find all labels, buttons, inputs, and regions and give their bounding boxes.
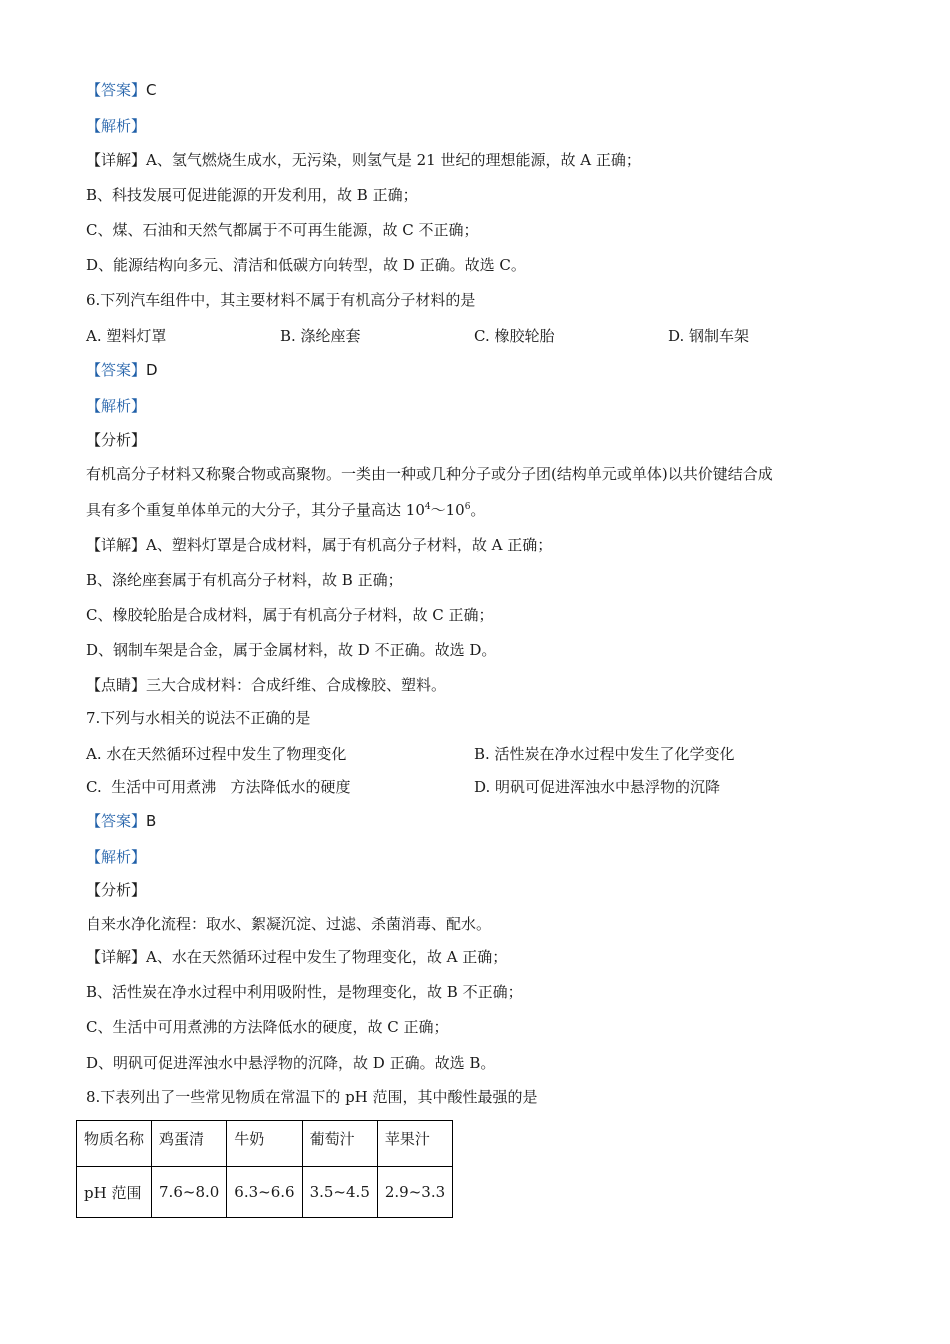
table-header-cell: 葡萄汁 <box>302 1121 377 1167</box>
answer-tag: 【答案】 <box>86 81 147 99</box>
q7-detail-d: D、明矾可促进浑浊水中悬浮物的沉降，故 D 正确。故选 B。 <box>86 1054 496 1072</box>
q6-option-a: A. 塑料灯罩 <box>86 327 167 345</box>
detail-tag: 【详解】 <box>86 536 147 554</box>
dianjing-tag: 【点睛】 <box>86 676 147 694</box>
table-header-cell: 牛奶 <box>227 1121 302 1167</box>
answer-tag: 【答案】 <box>86 812 147 830</box>
analysis-tag: 【解析】 <box>86 117 147 135</box>
q7-analysis-line <box>86 847 146 867</box>
table-header-cell: 苹果汁 <box>377 1121 452 1167</box>
table-cell: 6.3~6.6 <box>227 1167 302 1218</box>
q5-detail-b: B、科技发展可促进能源的开发利用，故 B 正确； <box>86 186 418 204</box>
q5-detail-d: D、能源结构向多元、清洁和低碳方向转型，故 D 正确。故选 C。 <box>86 256 526 274</box>
q7-fenxi-text: 自来水净化流程：取水、絮凝沉淀、过滤、杀菌消毒、配水。 <box>86 915 492 933</box>
q6-fenxi-line2 <box>86 500 485 520</box>
q7-question: 7.下列与水相关的说法不正确的是 <box>86 709 311 727</box>
fenxi-text: 具有多个重复单体单元的大分子，其分子量高达 10 <box>86 501 425 519</box>
q6-option-c: C. 橡胶轮胎 <box>474 327 555 345</box>
table-row <box>77 1167 453 1218</box>
q7-option-a: A. 水在天然循环过程中发生了物理变化 <box>86 745 347 763</box>
q6-dianjing <box>86 675 446 695</box>
q6-fenxi-tag: 【分析】 <box>86 431 147 449</box>
analysis-tag: 【解析】 <box>86 848 147 866</box>
table-header-cell: 物质名称 <box>77 1121 152 1167</box>
q5-detail-a <box>86 150 641 170</box>
ph-table <box>76 1120 453 1218</box>
table-cell: pH 范围 <box>77 1167 152 1218</box>
q5-answer-line <box>86 80 157 100</box>
table-cell: 3.5~4.5 <box>302 1167 377 1218</box>
q7-option-c: C. 生活中可用煮沸 方法降低水的硬度 <box>86 778 351 796</box>
q7-option-b: B. 活性炭在净水过程中发生了化学变化 <box>474 745 735 763</box>
detail-text: A、塑料灯罩是合成材料，属于有机高分子材料，故 A 正确； <box>146 536 553 554</box>
q6-fenxi-line1: 有机高分子材料又称聚合物或高聚物。一类由一种或几种分子或分子团(结构单元或单体)以共价键结合成 <box>86 465 773 483</box>
exponent-4: 4 <box>424 502 431 512</box>
q6-detail-b: B、涤纶座套属于有机高分子材料，故 B 正确； <box>86 571 403 589</box>
q5-detail-c: C、煤、石油和天然气都属于不可再生能源，故 C 不正确； <box>86 221 479 239</box>
q7-answer-line <box>86 811 156 831</box>
q6-detail-a <box>86 535 552 555</box>
q7-detail-c: C、生活中可用煮沸的方法降低水的硬度，故 C 正确； <box>86 1018 449 1036</box>
q6-detail-c: C、橡胶轮胎是合成材料，属于有机高分子材料，故 C 正确； <box>86 606 494 624</box>
table-cell: 7.6~8.0 <box>152 1167 227 1218</box>
q6-detail-d: D、钢制车架是合金，属于金属材料，故 D 不正确。故选 D。 <box>86 641 497 659</box>
q5-analysis-line <box>86 116 146 136</box>
detail-tag: 【详解】 <box>86 151 147 169</box>
table-header-row <box>77 1121 453 1167</box>
answer-value: D <box>146 361 158 379</box>
q8-question: 8.下表列出了一些常见物质在常温下的 pH 范围，其中酸性最强的是 <box>86 1088 538 1106</box>
q7-option-d: D. 明矾可促进浑浊水中悬浮物的沉降 <box>474 778 721 796</box>
detail-tag: 【详解】 <box>86 948 147 966</box>
q6-analysis-line <box>86 396 146 416</box>
table-cell: 2.9~3.3 <box>377 1167 452 1218</box>
q6-option-d: D. 钢制车架 <box>668 327 750 345</box>
answer-value: B <box>146 812 157 830</box>
dianjing-text: 三大合成材料：合成纤维、合成橡胶、塑料。 <box>146 676 447 694</box>
tilde-text: ～10 <box>430 501 465 519</box>
q6-answer-line <box>86 360 158 380</box>
period: 。 <box>470 501 486 519</box>
q7-detail-a <box>86 947 507 967</box>
q7-fenxi-tag: 【分析】 <box>86 881 147 899</box>
exponent-6: 6 <box>464 502 471 512</box>
q6-option-b: B. 涤纶座套 <box>280 327 361 345</box>
answer-tag: 【答案】 <box>86 361 147 379</box>
q6-question: 6.下列汽车组件中，其主要材料不属于有机高分子材料的是 <box>86 291 476 309</box>
detail-text: A、氢气燃烧生成水，无污染，则氢气是 21 世纪的理想能源，故 A 正确； <box>146 151 641 169</box>
analysis-tag: 【解析】 <box>86 397 147 415</box>
answer-value: C <box>146 81 157 99</box>
q7-detail-b: B、活性炭在净水过程中利用吸附性，是物理变化，故 B 不正确； <box>86 983 523 1001</box>
detail-text: A、水在天然循环过程中发生了物理变化，故 A 正确； <box>146 948 508 966</box>
table-header-cell: 鸡蛋清 <box>152 1121 227 1167</box>
